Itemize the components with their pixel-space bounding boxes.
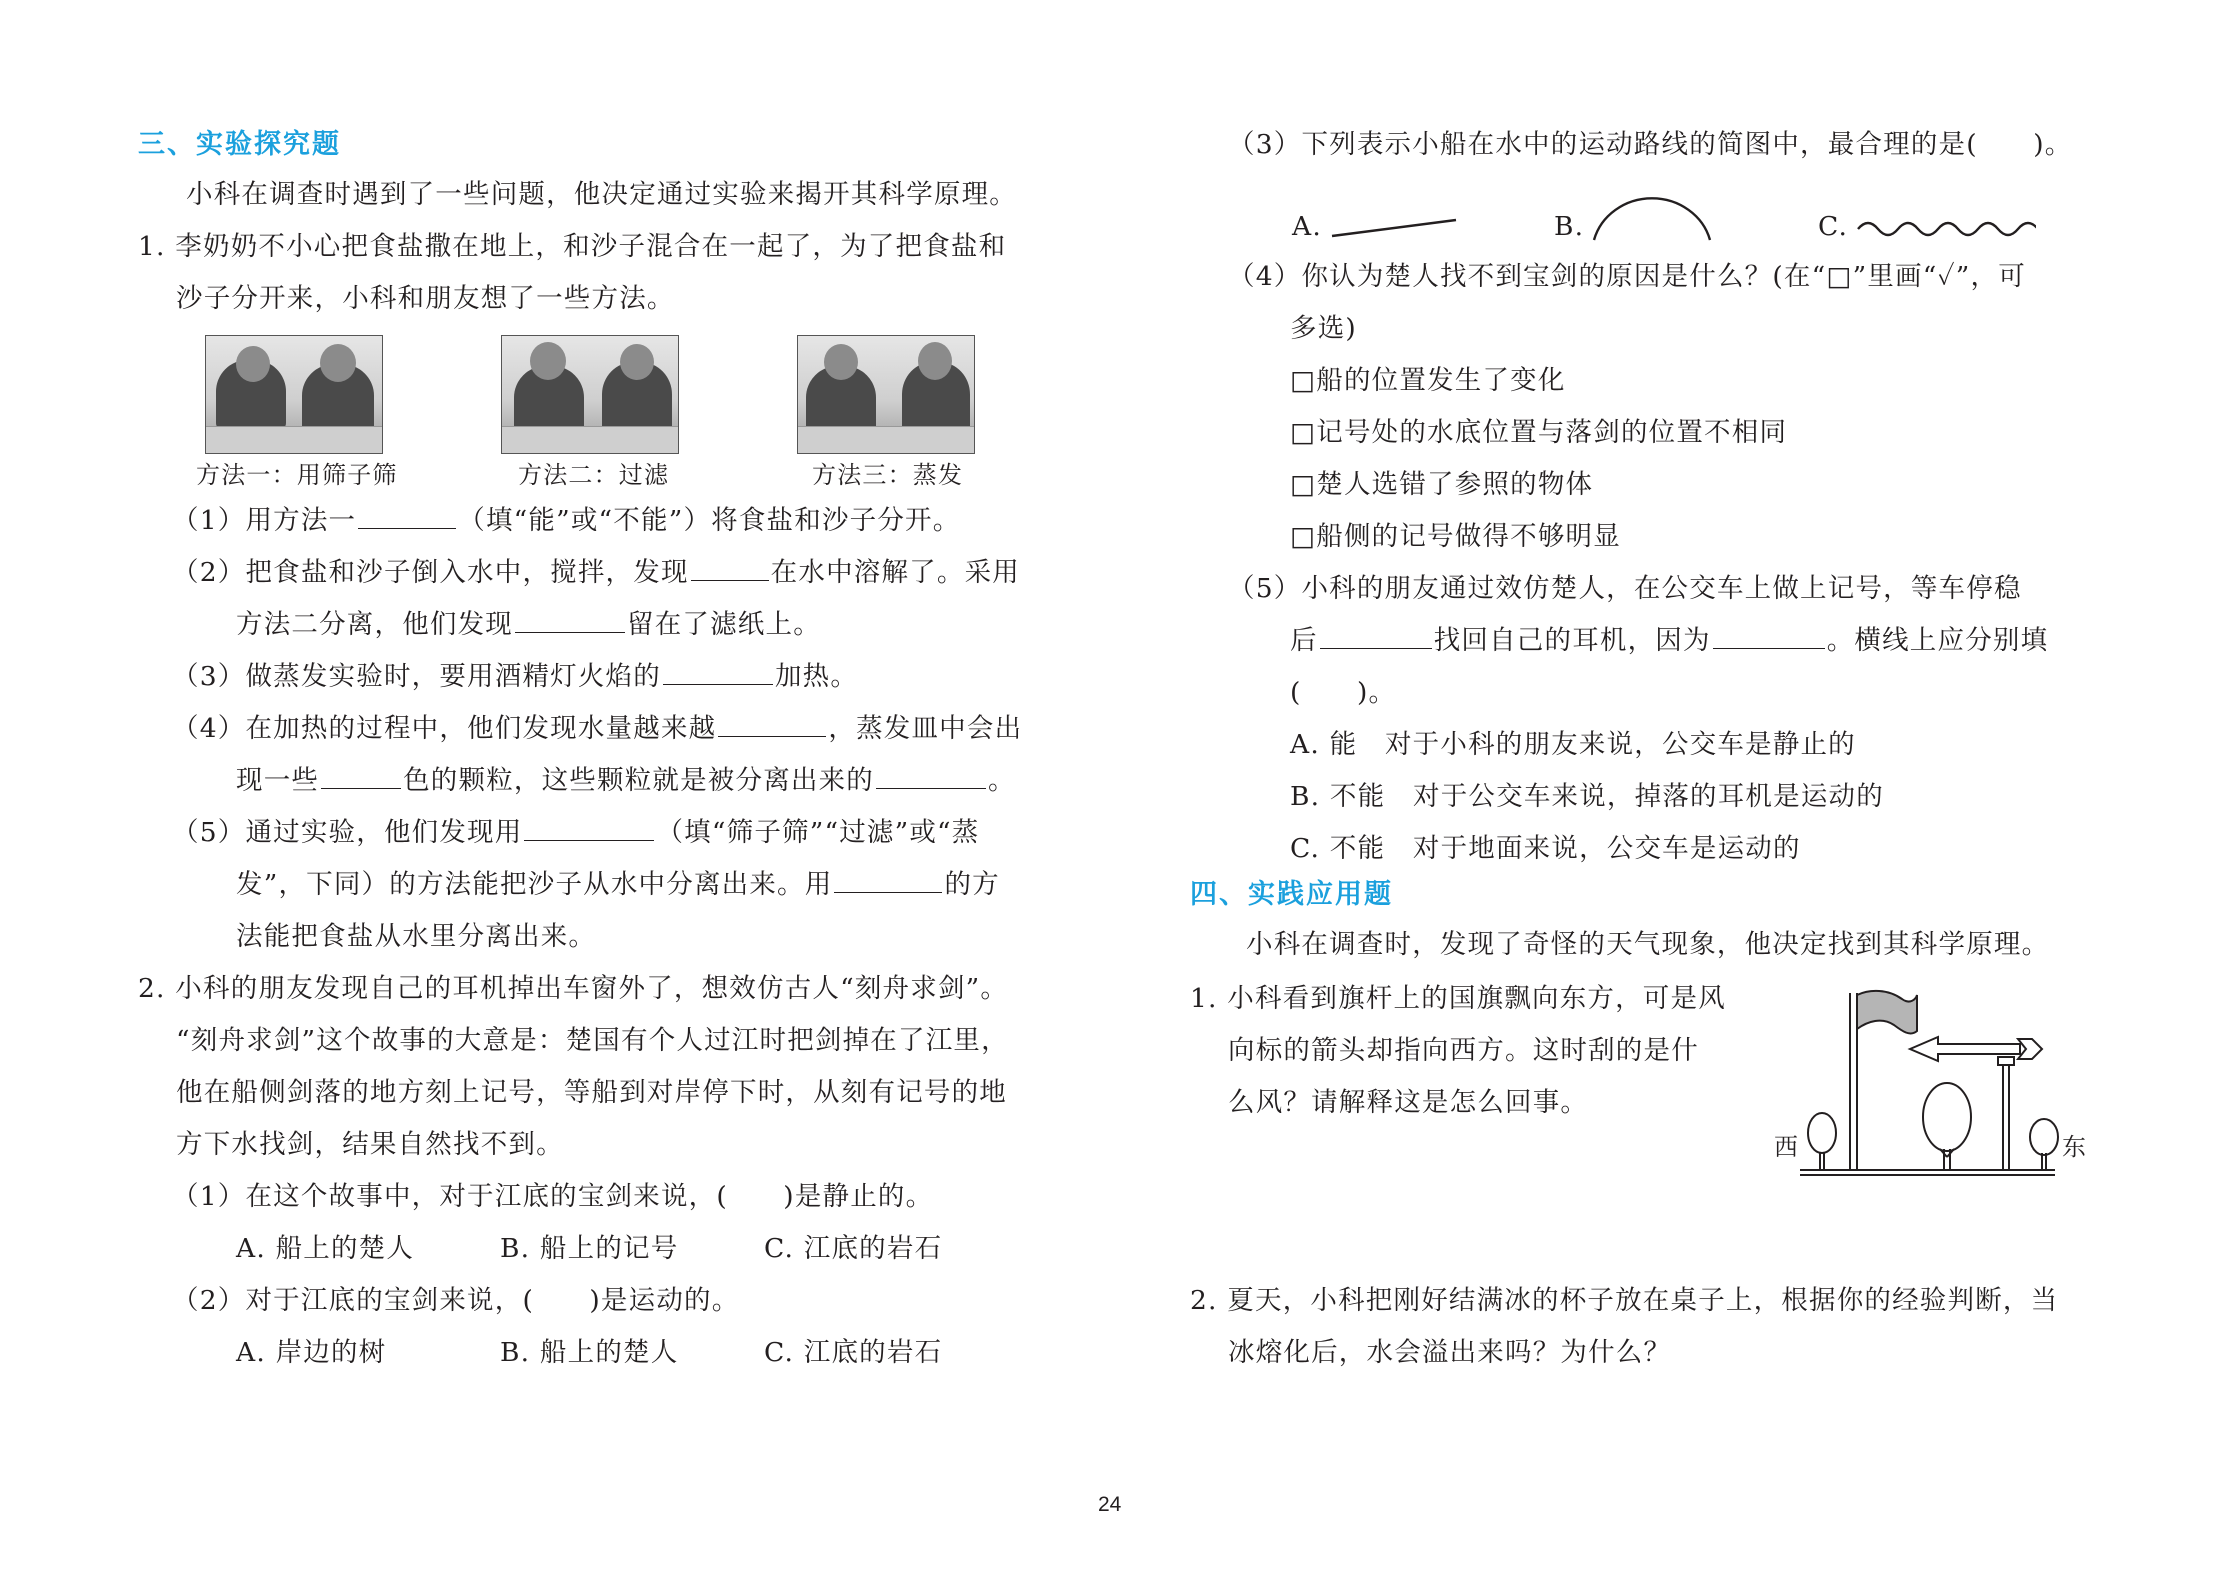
answer-blank[interactable] bbox=[718, 710, 826, 737]
answer-blank[interactable] bbox=[663, 658, 773, 685]
q2-sub1-option-b[interactable]: B. 船上的记号 bbox=[500, 1233, 679, 1264]
p2-line2: 冰熔化后，水会溢出来吗？为什么？ bbox=[1228, 1337, 1672, 1368]
q2-sub1-option-c[interactable]: C. 江底的岩石 bbox=[764, 1233, 943, 1264]
page-number: 24 bbox=[1098, 1493, 1122, 1516]
p1-line2: 向标的箭头却指向西方。这时刮的是什 bbox=[1228, 1035, 1699, 1066]
q1-sub4-cont: 现一些 色的颗粒，这些颗粒就是被分离出来的 。 bbox=[236, 762, 1016, 800]
answer-blank[interactable] bbox=[321, 762, 401, 789]
q2-sub3-option-b[interactable]: B. bbox=[1554, 211, 1585, 242]
method-2-photo bbox=[501, 335, 679, 454]
checkbox-option[interactable]: □楚人选错了参照的物体 bbox=[1290, 469, 1594, 500]
straight-path-diagram bbox=[1330, 212, 1460, 242]
section-3-intro: 小科在调查时遇到了一些问题，他决定通过实验来揭开其科学原理。 bbox=[186, 179, 1017, 210]
east-label: 东 bbox=[2062, 1133, 2088, 1161]
q1-sub5: （5）通过实验，他们发现用 （填“筛子筛”“过滤”或“蒸 bbox=[172, 814, 980, 852]
q1-line2: 沙子分开来，小科和朋友想了一些方法。 bbox=[176, 283, 675, 314]
q2-sub2-option-a[interactable]: A. 岸边的树 bbox=[236, 1337, 387, 1368]
p1-line3: 么风？请解释这是怎么回事。 bbox=[1228, 1087, 1589, 1118]
method-3-photo bbox=[797, 335, 975, 454]
q1-sub5-end: 法能把食盐从水里分离出来。 bbox=[236, 921, 597, 952]
section-4-intro: 小科在调查时，发现了奇怪的天气现象，他决定找到其科学原理。 bbox=[1246, 929, 2050, 960]
checkbox-option[interactable]: □记号处的水底位置与落剑的位置不相同 bbox=[1290, 417, 1788, 448]
q1-line1: 1. 李奶奶不小心把食盐撒在地上，和沙子混合在一起了，为了把食盐和 bbox=[138, 231, 1007, 262]
q1-sub4: （4）在加热的过程中，他们发现水量越来越 ，蒸发皿中会出 bbox=[172, 710, 1022, 748]
p1-line1: 1. 小科看到旗杆上的国旗飘向东方，可是风 bbox=[1190, 983, 1726, 1014]
q1-sub2: （2）把食盐和沙子倒入水中，搅拌，发现 在水中溶解了。采用 bbox=[172, 554, 1020, 592]
answer-blank[interactable] bbox=[834, 866, 942, 893]
q2-sub4: （4）你认为楚人找不到宝剑的原因是什么？(在“□”里画“✓”，可 bbox=[1228, 261, 2026, 292]
q2-sub5-option-a[interactable]: A. 能 对于小科的朋友来说，公交车是静止的 bbox=[1290, 729, 1856, 760]
q1-sub1: （1）用方法一 （填“能”或“不能”）将食盐和沙子分开。 bbox=[172, 502, 960, 540]
wavy-path-diagram bbox=[1856, 214, 2036, 244]
q1-sub5-cont: 发”，下同）的方法能把沙子从水中分离出来。用 的方 bbox=[236, 866, 1000, 904]
q2-sub4-cont: 多选) bbox=[1290, 313, 1357, 344]
q2-sub2-option-c[interactable]: C. 江底的岩石 bbox=[764, 1337, 943, 1368]
q2-line1: 2. 小科的朋友发现自己的耳机掉出车窗外了，想效仿古人“刻舟求剑”。 bbox=[138, 973, 1009, 1004]
q2-sub3-option-c[interactable]: C. bbox=[1818, 211, 1849, 242]
answer-blank[interactable] bbox=[524, 814, 654, 841]
method-2-caption: 方法二：过滤 bbox=[518, 461, 670, 489]
method-3-caption: 方法三：蒸发 bbox=[812, 461, 964, 489]
q2-sub2-option-b[interactable]: B. 船上的楚人 bbox=[500, 1337, 679, 1368]
q2-sub5-option-b[interactable]: B. 不能 对于公交车来说，掉落的耳机是运动的 bbox=[1290, 781, 1884, 812]
q2-line3: 他在船侧剑落的地方刻上记号，等船到对岸停下时，从刻有记号的地 bbox=[176, 1077, 1007, 1108]
answer-blank[interactable] bbox=[515, 606, 625, 633]
q2-sub3: （3）下列表示小船在水中的运动路线的简图中，最合理的是( )。 bbox=[1228, 129, 2073, 160]
q2-sub3-option-a[interactable]: A. bbox=[1292, 211, 1322, 242]
q2-sub1-option-a[interactable]: A. 船上的楚人 bbox=[236, 1233, 415, 1264]
q2-sub2: （2）对于江底的宝剑来说，( )是运动的。 bbox=[172, 1285, 740, 1316]
answer-blank[interactable] bbox=[1713, 622, 1825, 649]
q2-sub5-option-c[interactable]: C. 不能 对于地面来说，公交车是运动的 bbox=[1290, 833, 1801, 864]
answer-blank[interactable] bbox=[876, 762, 986, 789]
answer-blank[interactable] bbox=[1320, 622, 1432, 649]
q1-sub3: （3）做蒸发实验时，要用酒精灯火焰的 加热。 bbox=[172, 658, 858, 696]
arc-path-diagram bbox=[1588, 178, 1718, 244]
section-3-title: 三、实验探究题 bbox=[138, 129, 341, 160]
flag-and-weathervane-diagram bbox=[1770, 985, 2090, 1185]
q2-sub5-cont: 后 找回自己的耳机，因为 。横线上应分别填 bbox=[1290, 622, 2048, 660]
answer-blank[interactable] bbox=[691, 554, 769, 581]
west-label: 西 bbox=[1774, 1133, 1800, 1161]
p2-line1: 2. 夏天，小科把刚好结满冰的杯子放在桌子上，根据你的经验判断，当 bbox=[1190, 1285, 2059, 1316]
section-4-title: 四、实践应用题 bbox=[1190, 879, 1393, 910]
q2-sub5: （5）小科的朋友通过效仿楚人，在公交车上做上记号，等车停稳 bbox=[1228, 573, 2022, 604]
checkbox-option[interactable]: □船侧的记号做得不够明显 bbox=[1290, 521, 1621, 552]
q2-line2: “刻舟求剑”这个故事的大意是：楚国有个人过江时把剑掉在了江里， bbox=[176, 1025, 1009, 1056]
method-1-photo bbox=[205, 335, 383, 454]
q2-sub1: （1）在这个故事中，对于江底的宝剑来说，( )是静止的。 bbox=[172, 1181, 934, 1212]
q1-sub2-cont: 方法二分离，他们发现 留在了滤纸上。 bbox=[236, 606, 821, 644]
q2-line4: 方下水找剑，结果自然找不到。 bbox=[176, 1129, 564, 1160]
q2-sub5-end: ( )。 bbox=[1290, 677, 1397, 708]
method-1-caption: 方法一：用筛子筛 bbox=[196, 461, 398, 489]
checkbox-option[interactable]: □船的位置发生了变化 bbox=[1290, 365, 1566, 396]
answer-blank[interactable] bbox=[358, 502, 456, 529]
